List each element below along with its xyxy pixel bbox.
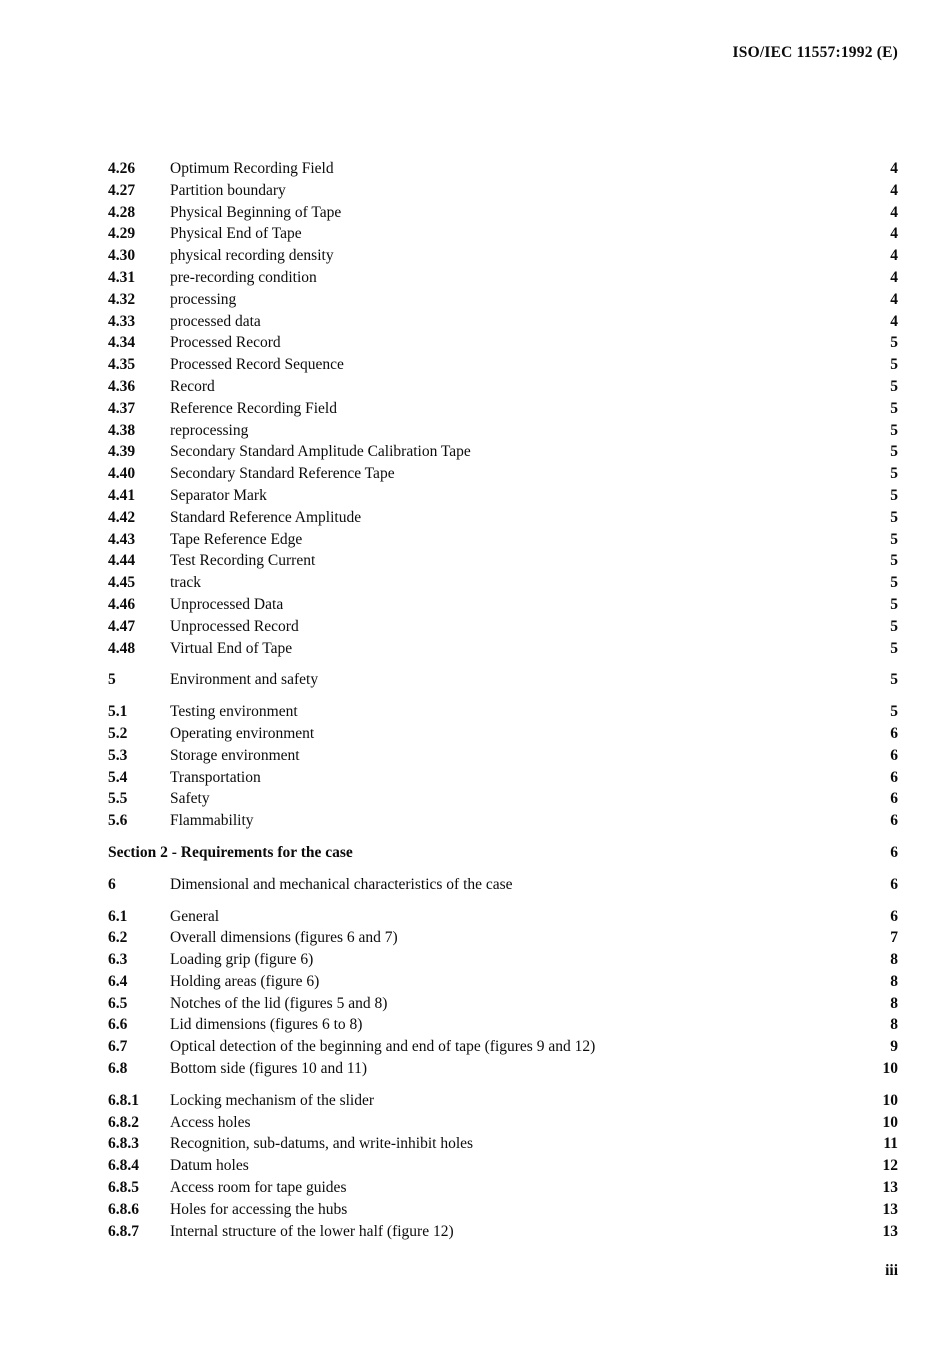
- toc-entry-number: 4.46: [108, 595, 136, 613]
- toc-entry-title: track: [170, 574, 201, 592]
- toc-entry-number: 6: [108, 875, 116, 893]
- toc-entry: [108, 485, 898, 507]
- toc-entry: [108, 616, 898, 638]
- toc-entry-page: 6: [890, 768, 898, 786]
- toc-entry-number: 4.33: [108, 312, 136, 330]
- toc-entry-title: Transportation: [170, 768, 261, 786]
- toc-entry-page: 4: [890, 290, 898, 308]
- toc-entry: [108, 376, 898, 398]
- toc-entry-number: 4.28: [108, 203, 136, 221]
- toc-entry-number: 4.43: [108, 530, 136, 548]
- toc-entry-number: 4.47: [108, 617, 136, 635]
- toc-entry-page: 6: [890, 812, 898, 830]
- toc-entry-title: Flammability: [170, 812, 254, 830]
- toc-entry-title: Record: [170, 377, 215, 395]
- toc-entry-page: 10: [882, 1060, 898, 1078]
- toc-entry: [108, 267, 898, 289]
- toc-entry-title: Bottom side (figures 10 and 11): [170, 1060, 368, 1078]
- toc-entry-title: Environment and safety: [170, 671, 319, 689]
- toc-entry-page: 4: [890, 203, 898, 221]
- toc-group: [108, 1090, 898, 1243]
- toc-entry-number: 4.27: [108, 181, 136, 199]
- toc-entry-page: 5: [890, 399, 898, 417]
- toc-entry: [108, 949, 898, 971]
- toc-entry-page: 4: [890, 247, 898, 265]
- toc-entry-title: Operating environment: [170, 724, 315, 742]
- toc-entry-page: 13: [882, 1179, 898, 1197]
- toc-entry-title: Recognition, sub-datums, and write-inhibit holes: [170, 1135, 474, 1153]
- toc-entry-title: Loading grip (figure 6): [170, 951, 314, 969]
- toc-entry: [108, 463, 898, 485]
- toc-entry: [108, 1155, 898, 1177]
- toc-entry-title: Access room for tape guides: [170, 1179, 347, 1197]
- toc-entry: [108, 842, 898, 864]
- toc-entry-title: Partition boundary: [170, 181, 286, 199]
- toc-entry-title: Physical End of Tape: [170, 225, 302, 243]
- toc-entry-number: 5.3: [108, 746, 128, 764]
- toc-entry-number: 4.37: [108, 399, 136, 417]
- toc-entry-page: 6: [890, 724, 898, 742]
- toc-entry: [108, 1036, 898, 1058]
- toc-entry-number: 5.1: [108, 703, 128, 721]
- toc-entry-title: Safety: [170, 790, 210, 808]
- toc-entry: [108, 874, 898, 896]
- toc-entry-page: 10: [882, 1113, 898, 1131]
- toc-entry-title: Separator Mark: [170, 486, 267, 504]
- toc-entry: [108, 1221, 898, 1243]
- toc-entry-number: 4.29: [108, 225, 136, 243]
- toc-entry-title: Access holes: [170, 1113, 251, 1131]
- toc-entry-page: 5: [890, 703, 898, 721]
- toc-entry-title: Optimum Recording Field: [170, 160, 334, 177]
- toc-entry-number: 6.8.3: [108, 1135, 139, 1153]
- toc-entry-number: 4.42: [108, 508, 136, 526]
- toc-entry-page: 11: [883, 1135, 898, 1153]
- toc-entry-number: 6.8.1: [108, 1091, 139, 1109]
- toc-entry-number: 4.48: [108, 639, 136, 657]
- toc-entry-page: 13: [882, 1200, 898, 1218]
- toc-entry-title: Notches of the lid (figures 5 and 8): [170, 994, 388, 1012]
- toc-entry-number: 4.41: [108, 486, 136, 504]
- toc-entry-number: 5: [108, 671, 116, 689]
- toc-entry-number: 6.7: [108, 1038, 128, 1056]
- toc-entry-page: 5: [890, 639, 898, 657]
- toc-entry-title: Processed Record Sequence: [170, 356, 344, 374]
- toc-entry-number: 6.6: [108, 1016, 128, 1034]
- toc-entry-page: 9: [890, 1038, 898, 1056]
- toc-entry-title: Section 2 - Requirements for the case: [108, 843, 353, 861]
- toc-entry-title: processing: [170, 290, 237, 308]
- toc-group: [108, 874, 898, 896]
- toc-entry-page: 5: [890, 334, 898, 352]
- toc-entry-title: processed data: [170, 312, 261, 330]
- toc-entry-page: 6: [890, 907, 898, 925]
- toc-entry: [108, 1090, 898, 1112]
- toc-entry: [108, 1177, 898, 1199]
- toc-entry-title: reprocessing: [170, 421, 249, 439]
- toc-entry-title: General: [170, 907, 220, 925]
- toc-entry-number: 6.8.4: [108, 1157, 139, 1175]
- toc-entry-page: 6: [890, 790, 898, 808]
- toc-entry-number: 4.45: [108, 574, 136, 592]
- toc-entry-number: 4.40: [108, 465, 136, 483]
- toc-entry-page: 4: [890, 312, 898, 330]
- toc-entry: [108, 638, 898, 660]
- toc-entry: [108, 223, 898, 245]
- toc-entry-page: 8: [890, 1016, 898, 1034]
- toc-entry: [108, 1133, 898, 1155]
- toc-entry: [108, 906, 898, 928]
- toc-entry-page: 5: [890, 595, 898, 613]
- toc-entry-page: 4: [890, 181, 898, 199]
- toc-entry: [108, 180, 898, 202]
- toc-entry: [108, 507, 898, 529]
- toc-entry-number: 4.35: [108, 356, 136, 374]
- toc-entry: [108, 594, 898, 616]
- toc-entry-number: 4.34: [108, 334, 136, 352]
- toc-entry: [108, 572, 898, 594]
- toc-entry: [108, 788, 898, 810]
- toc-entry-title: Dimensional and mechanical characteristics of the case: [170, 875, 513, 893]
- toc-entry: [108, 927, 898, 949]
- toc-entry: [108, 1014, 898, 1036]
- toc-entry-page: 6: [890, 843, 898, 861]
- toc-entry-number: 4.38: [108, 421, 136, 439]
- toc-entry-page: 5: [890, 356, 898, 374]
- toc-group: [108, 701, 898, 832]
- toc-entry: [108, 810, 898, 832]
- toc-entry-page: 4: [890, 225, 898, 243]
- toc-entry-title: Test Recording Current: [170, 552, 316, 570]
- toc-entry-number: 6.8.7: [108, 1222, 139, 1240]
- toc-group: [108, 669, 898, 691]
- toc-entry-title: Internal structure of the lower half (figure 12): [170, 1222, 454, 1240]
- toc-entry-title: Tape Reference Edge: [170, 530, 303, 548]
- toc-entry-number: 6.3: [108, 951, 128, 969]
- toc-entry-number: 5.4: [108, 768, 128, 786]
- toc-entry-page: 5: [890, 443, 898, 461]
- toc-entry-title: Storage environment: [170, 746, 300, 764]
- toc-entry-page: 5: [890, 508, 898, 526]
- toc-entry: [108, 332, 898, 354]
- toc-entry-title: Holes for accessing the hubs: [170, 1200, 348, 1218]
- toc-entry: [108, 1199, 898, 1221]
- toc-entry-number: 6.1: [108, 907, 128, 925]
- toc-entry-title: pre-recording condition: [170, 268, 317, 286]
- toc-entry: [108, 745, 898, 767]
- toc-entry-number: 6.8.5: [108, 1179, 139, 1197]
- toc-entry-number: 4.36: [108, 377, 136, 395]
- toc-entry-number: 6.2: [108, 929, 128, 947]
- toc-entry-page: 8: [890, 972, 898, 990]
- toc-entry-page: 5: [890, 486, 898, 504]
- toc-entry-number: 4.30: [108, 247, 136, 265]
- toc-entry-title: Virtual End of Tape: [170, 639, 293, 657]
- toc-entry-title: Unprocessed Data: [170, 595, 284, 613]
- toc-entry-page: 5: [890, 421, 898, 439]
- toc-entry: [108, 550, 898, 572]
- toc-entry-number: 6.8.6: [108, 1200, 139, 1218]
- toc-entry-page: 5: [890, 671, 898, 689]
- toc-entry: [108, 529, 898, 551]
- toc-group: [108, 842, 898, 864]
- page-footer-number: iii: [885, 1262, 898, 1280]
- toc-entry: [108, 311, 898, 333]
- toc-entry-number: 5.2: [108, 724, 128, 742]
- toc-entry-title: Physical Beginning of Tape: [170, 203, 342, 221]
- toc-entry: [108, 245, 898, 267]
- toc-entry-number: 5.6: [108, 812, 128, 830]
- toc-group: [108, 906, 898, 1080]
- toc-entry-number: 4.26: [108, 160, 136, 177]
- toc-entry: [108, 441, 898, 463]
- toc-entry: [108, 669, 898, 691]
- toc-entry-title: Optical detection of the beginning and end of tape (figures 9 and 12): [170, 1038, 596, 1056]
- toc-entry-title: Secondary Standard Amplitude Calibration Tape: [170, 443, 471, 461]
- toc-entry-number: 4.32: [108, 290, 136, 308]
- toc-entry-page: 5: [890, 574, 898, 592]
- toc-entry-number: 4.44: [108, 552, 136, 570]
- toc-group: [108, 158, 898, 659]
- toc-entry-page: 5: [890, 552, 898, 570]
- toc-entry-page: 8: [890, 951, 898, 969]
- toc-entry: [108, 289, 898, 311]
- toc-entry-page: 5: [890, 617, 898, 635]
- toc-entry-title: physical recording density: [170, 247, 334, 265]
- toc-entry: [108, 1112, 898, 1134]
- toc-entry-page: 5: [890, 377, 898, 395]
- toc-entry-title: Lid dimensions (figures 6 to 8): [170, 1016, 363, 1034]
- toc-entry: [108, 993, 898, 1015]
- doc-reference: ISO/IEC 11557:1992 (E): [732, 44, 898, 61]
- toc-entry: [108, 1058, 898, 1080]
- toc-entry-number: 6.8.2: [108, 1113, 139, 1131]
- toc-entry-page: 8: [890, 994, 898, 1012]
- toc-entry: [108, 701, 898, 723]
- toc-entry-page: 12: [882, 1157, 898, 1175]
- toc-entry-page: 6: [890, 746, 898, 764]
- toc-entry: [108, 202, 898, 224]
- toc-entry: [108, 158, 898, 180]
- toc-entry-number: 4.31: [108, 268, 136, 286]
- toc-entry-page: 5: [890, 530, 898, 548]
- toc-entry-page: 13: [882, 1222, 898, 1240]
- toc-entry-number: 4.39: [108, 443, 136, 461]
- toc-entry: [108, 398, 898, 420]
- toc-entry-title: Datum holes: [170, 1157, 249, 1175]
- toc-entry-title: Overall dimensions (figures 6 and 7): [170, 929, 398, 947]
- toc-entry-page: 6: [890, 875, 898, 893]
- toc-entry-page: 4: [890, 160, 898, 177]
- toc-entry-title: Processed Record: [170, 334, 281, 352]
- toc-entry: [108, 971, 898, 993]
- toc-entry-title: Standard Reference Amplitude: [170, 508, 362, 526]
- toc-entry-page: 4: [890, 268, 898, 286]
- toc: [108, 158, 898, 1242]
- toc-entry: [108, 354, 898, 376]
- toc-entry-title: Locking mechanism of the slider: [170, 1091, 375, 1109]
- toc-entry-title: Testing environment: [170, 703, 298, 721]
- toc-entry: [108, 420, 898, 442]
- toc-entry-title: Holding areas (figure 6): [170, 972, 320, 990]
- toc-entry-number: 5.5: [108, 790, 128, 808]
- toc-entry-page: 5: [890, 465, 898, 483]
- toc-entry-title: Secondary Standard Reference Tape: [170, 465, 395, 483]
- toc-entry-title: Reference Recording Field: [170, 399, 337, 417]
- toc-entry-number: 6.5: [108, 994, 128, 1012]
- toc-entry-page: 7: [890, 929, 898, 947]
- toc-entry-title: Unprocessed Record: [170, 617, 299, 635]
- toc-entry: [108, 723, 898, 745]
- toc-entry: [108, 767, 898, 789]
- toc-entry-number: 6.4: [108, 972, 128, 990]
- toc-entry-page: 10: [882, 1091, 898, 1109]
- toc-entry-number: 6.8: [108, 1060, 128, 1078]
